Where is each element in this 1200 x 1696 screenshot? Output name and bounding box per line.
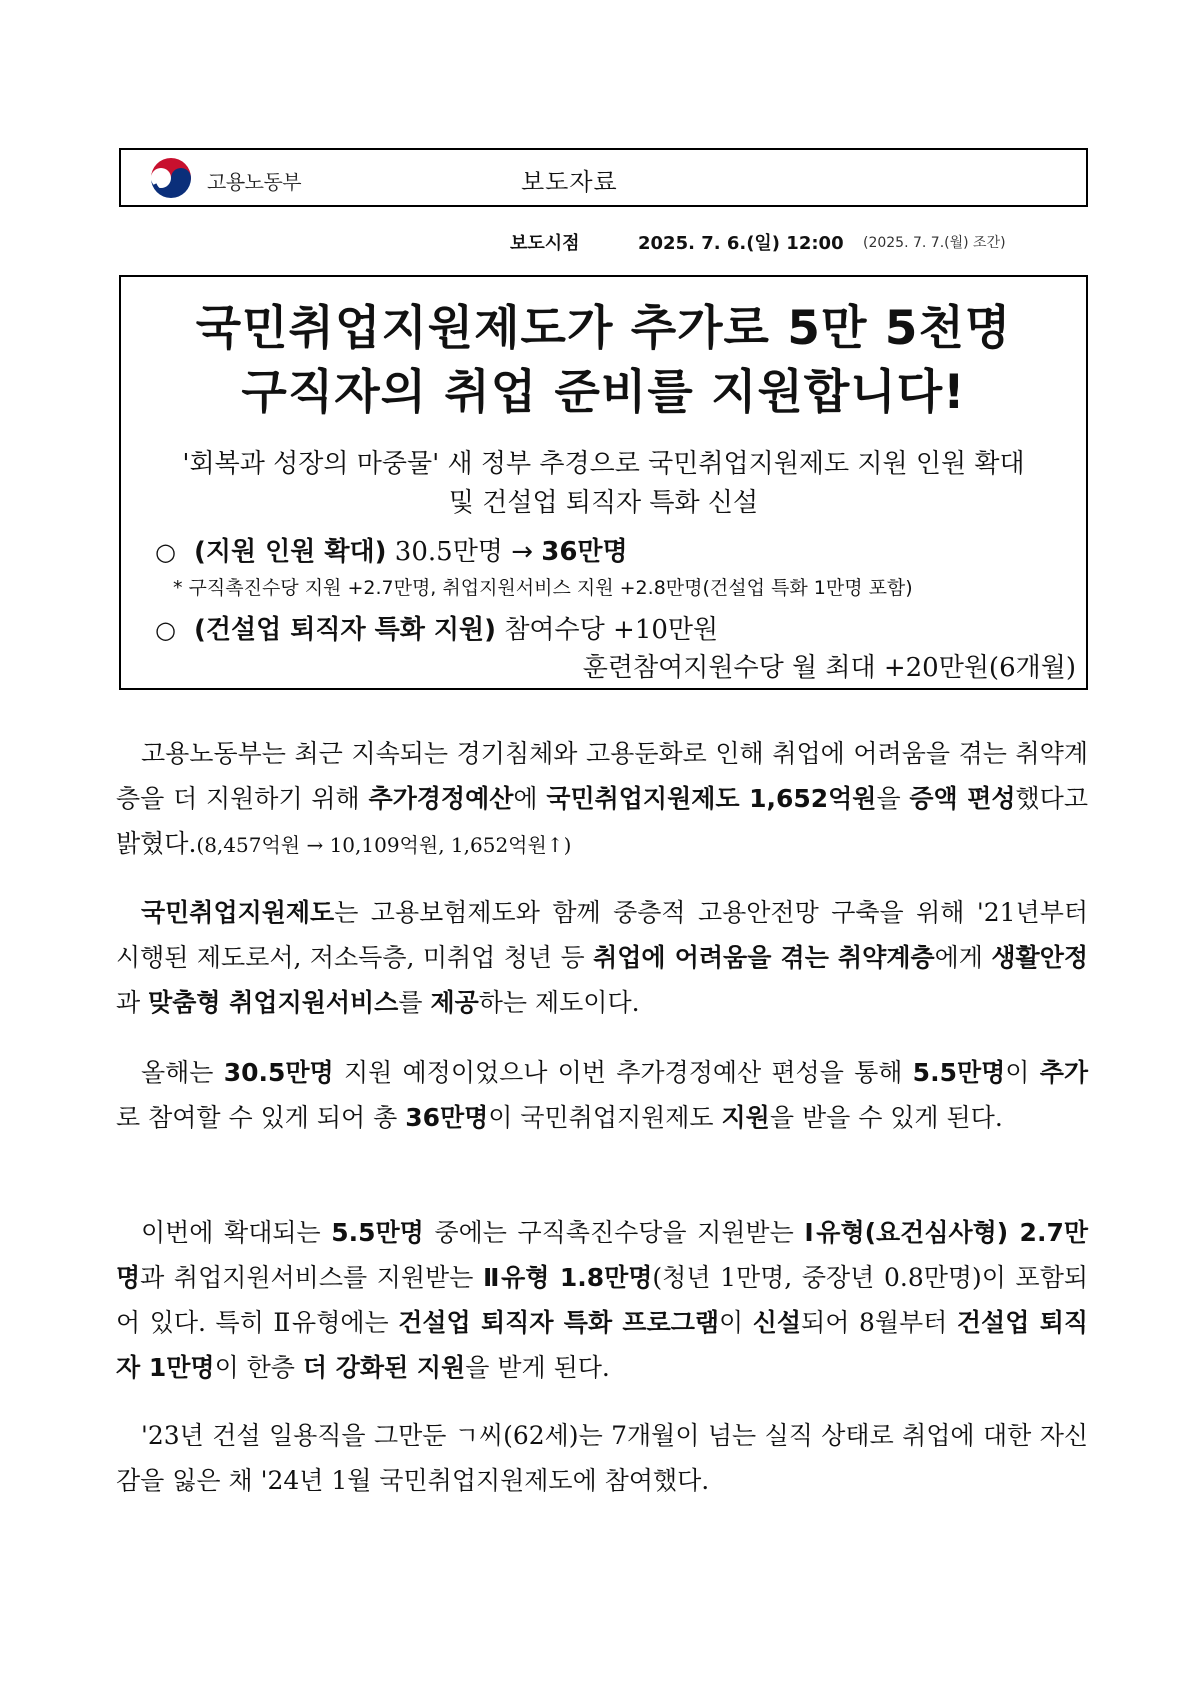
text: 을 받을 수 있게 된다.	[769, 1103, 1003, 1132]
subheadline	[121, 445, 1086, 523]
bullet-expansion	[155, 535, 628, 569]
bullet-from: 30.5만명	[394, 537, 503, 567]
bullet-title: (지원 인원 확대)	[193, 537, 387, 567]
subheadline-line-1: '회복과 성장의 마중물' 새 정부 추경으로 국민취업지원제도 지원 인원 확대	[182, 449, 1025, 479]
text: 하는 제도이다.	[478, 988, 640, 1017]
paragraph-5	[116, 1413, 1088, 1503]
text: '23년 건설 일용직을 그만둔 ㄱ씨(62세)는 7개월이 넘는 실직 상태로 취업에 대한 자신감을 잃은 채 '24년 1월 국민취업지원제도에 참여했다.	[116, 1421, 1088, 1495]
text: 했다고 밝혔다.	[116, 784, 1088, 858]
doc-type: 보도자료	[521, 168, 618, 196]
emphasis: 36만명	[405, 1103, 489, 1132]
text: 중에는 구직촉진수당을 지원받는	[423, 1218, 805, 1247]
emphasis: 신설	[752, 1308, 802, 1337]
bullet-to: 36만명	[541, 537, 628, 567]
paragraph-1	[116, 731, 1088, 868]
text: 과 취업지원서비스를 지원받는	[140, 1263, 483, 1292]
release-label: 보도시점	[510, 233, 580, 254]
text: 이 국민취업지원제도	[488, 1103, 722, 1132]
release-dateline	[0, 229, 1068, 259]
text: 을 받게 된다.	[465, 1353, 610, 1382]
bullet-marker: ○	[155, 538, 176, 566]
bullet-marker: ○	[155, 616, 176, 644]
paragraph-3	[116, 1050, 1088, 1140]
text: 되어 8월부터	[801, 1308, 957, 1337]
text: 과	[116, 988, 149, 1017]
emphasis: 국민취업지원제도 1,652억원	[546, 784, 877, 813]
release-date: 2025. 7. 6.(일) 12:00	[638, 233, 844, 254]
emphasis: 맞춤형 취업지원서비스	[148, 988, 399, 1017]
headline-line-1: 국민취업지원제도가 추가로 5만 5천명	[195, 301, 1012, 356]
text: 이	[1005, 1058, 1040, 1087]
emphasis: 5.5만명	[331, 1218, 424, 1247]
emphasis: 제공	[430, 988, 479, 1017]
taegeuk-logo-icon	[147, 156, 195, 204]
bullet-construction	[155, 613, 718, 647]
budget-note: (8,457억원 → 10,109억원, 1,652억원↑)	[196, 833, 572, 857]
text: 이번에 확대되는	[141, 1218, 332, 1247]
bullet-text-1: 참여수당 +10만원	[504, 615, 719, 645]
arrow-icon: →	[511, 537, 533, 567]
text: 이	[719, 1308, 753, 1337]
bullet-text-2: 훈련참여지원수당 월 최대 +20만원(6개월)	[582, 653, 1076, 683]
text: 고용노동부는 최근 지속되는 경기침체와 고용둔화로 인해 취업에 어려움을 겪는 취약계층을 더 지원하기 위해	[116, 739, 1088, 813]
emphasis: 취업에 어려움을 겪는 취약계층	[593, 943, 935, 972]
text: 올해는	[141, 1058, 224, 1087]
paragraph-4	[116, 1210, 1088, 1390]
text: (청년 1만명, 중장년 0.8만명)이 포함되어 있다. 특히 Ⅱ유형에는	[116, 1263, 1089, 1337]
text: 에게	[934, 943, 992, 972]
header-box	[119, 148, 1088, 207]
bullet-title: (건설업 퇴직자 특화 지원)	[193, 615, 497, 645]
subheadline-line-2: 및 건설업 퇴직자 특화 신설	[448, 488, 759, 518]
paragraph-2	[116, 890, 1088, 1025]
emphasis: Ⅰ유형(요건심사형) 2.7만명	[116, 1218, 1088, 1292]
text: 이 한층	[214, 1353, 303, 1382]
text: 에	[513, 784, 547, 813]
emphasis: 5.5만명	[912, 1058, 1006, 1087]
emphasis: Ⅱ유형 1.8만명	[483, 1263, 653, 1292]
emphasis: 건설업 퇴직자 특화 프로그램	[398, 1308, 720, 1337]
emphasis: 추가	[1039, 1058, 1088, 1087]
emphasis: 30.5만명	[223, 1058, 334, 1087]
text: 로 참여할 수 있게 되어 총	[116, 1103, 406, 1132]
text: 를	[398, 988, 431, 1017]
text: 을	[876, 784, 910, 813]
bullet-footnote: * 구직촉진수당 지원 +2.7만명, 취업지원서비스 지원 +2.8만명(건설업 특화 1만명 포함)	[173, 577, 913, 599]
text: 지원 예정이었으나 이번 추가경정예산 편성을 통해	[333, 1058, 913, 1087]
headline-line-2: 구직자의 취업 준비를 지원합니다!	[241, 365, 966, 420]
headline-box	[119, 275, 1088, 690]
emphasis: 국민취업지원제도	[141, 898, 335, 927]
emphasis: 생활안정	[991, 943, 1088, 972]
headline	[121, 297, 1086, 425]
text: 는 고용보험제도와 함께 중층적 고용안전망 구축을 위해 '21년부터 시행된 제도로서, 저소득층, 미취업 청년 등	[116, 898, 1088, 972]
ministry-name: 고용노동부	[207, 170, 302, 194]
emphasis: 증액 편성	[909, 784, 1016, 813]
emphasis: 건설업 퇴직자 1만명	[116, 1308, 1088, 1382]
release-note: (2025. 7. 7.(월) 조간)	[863, 235, 1006, 251]
emphasis: 추가경정예산	[368, 784, 514, 813]
emphasis: 더 강화된 지원	[302, 1353, 466, 1382]
emphasis: 지원	[721, 1103, 770, 1132]
